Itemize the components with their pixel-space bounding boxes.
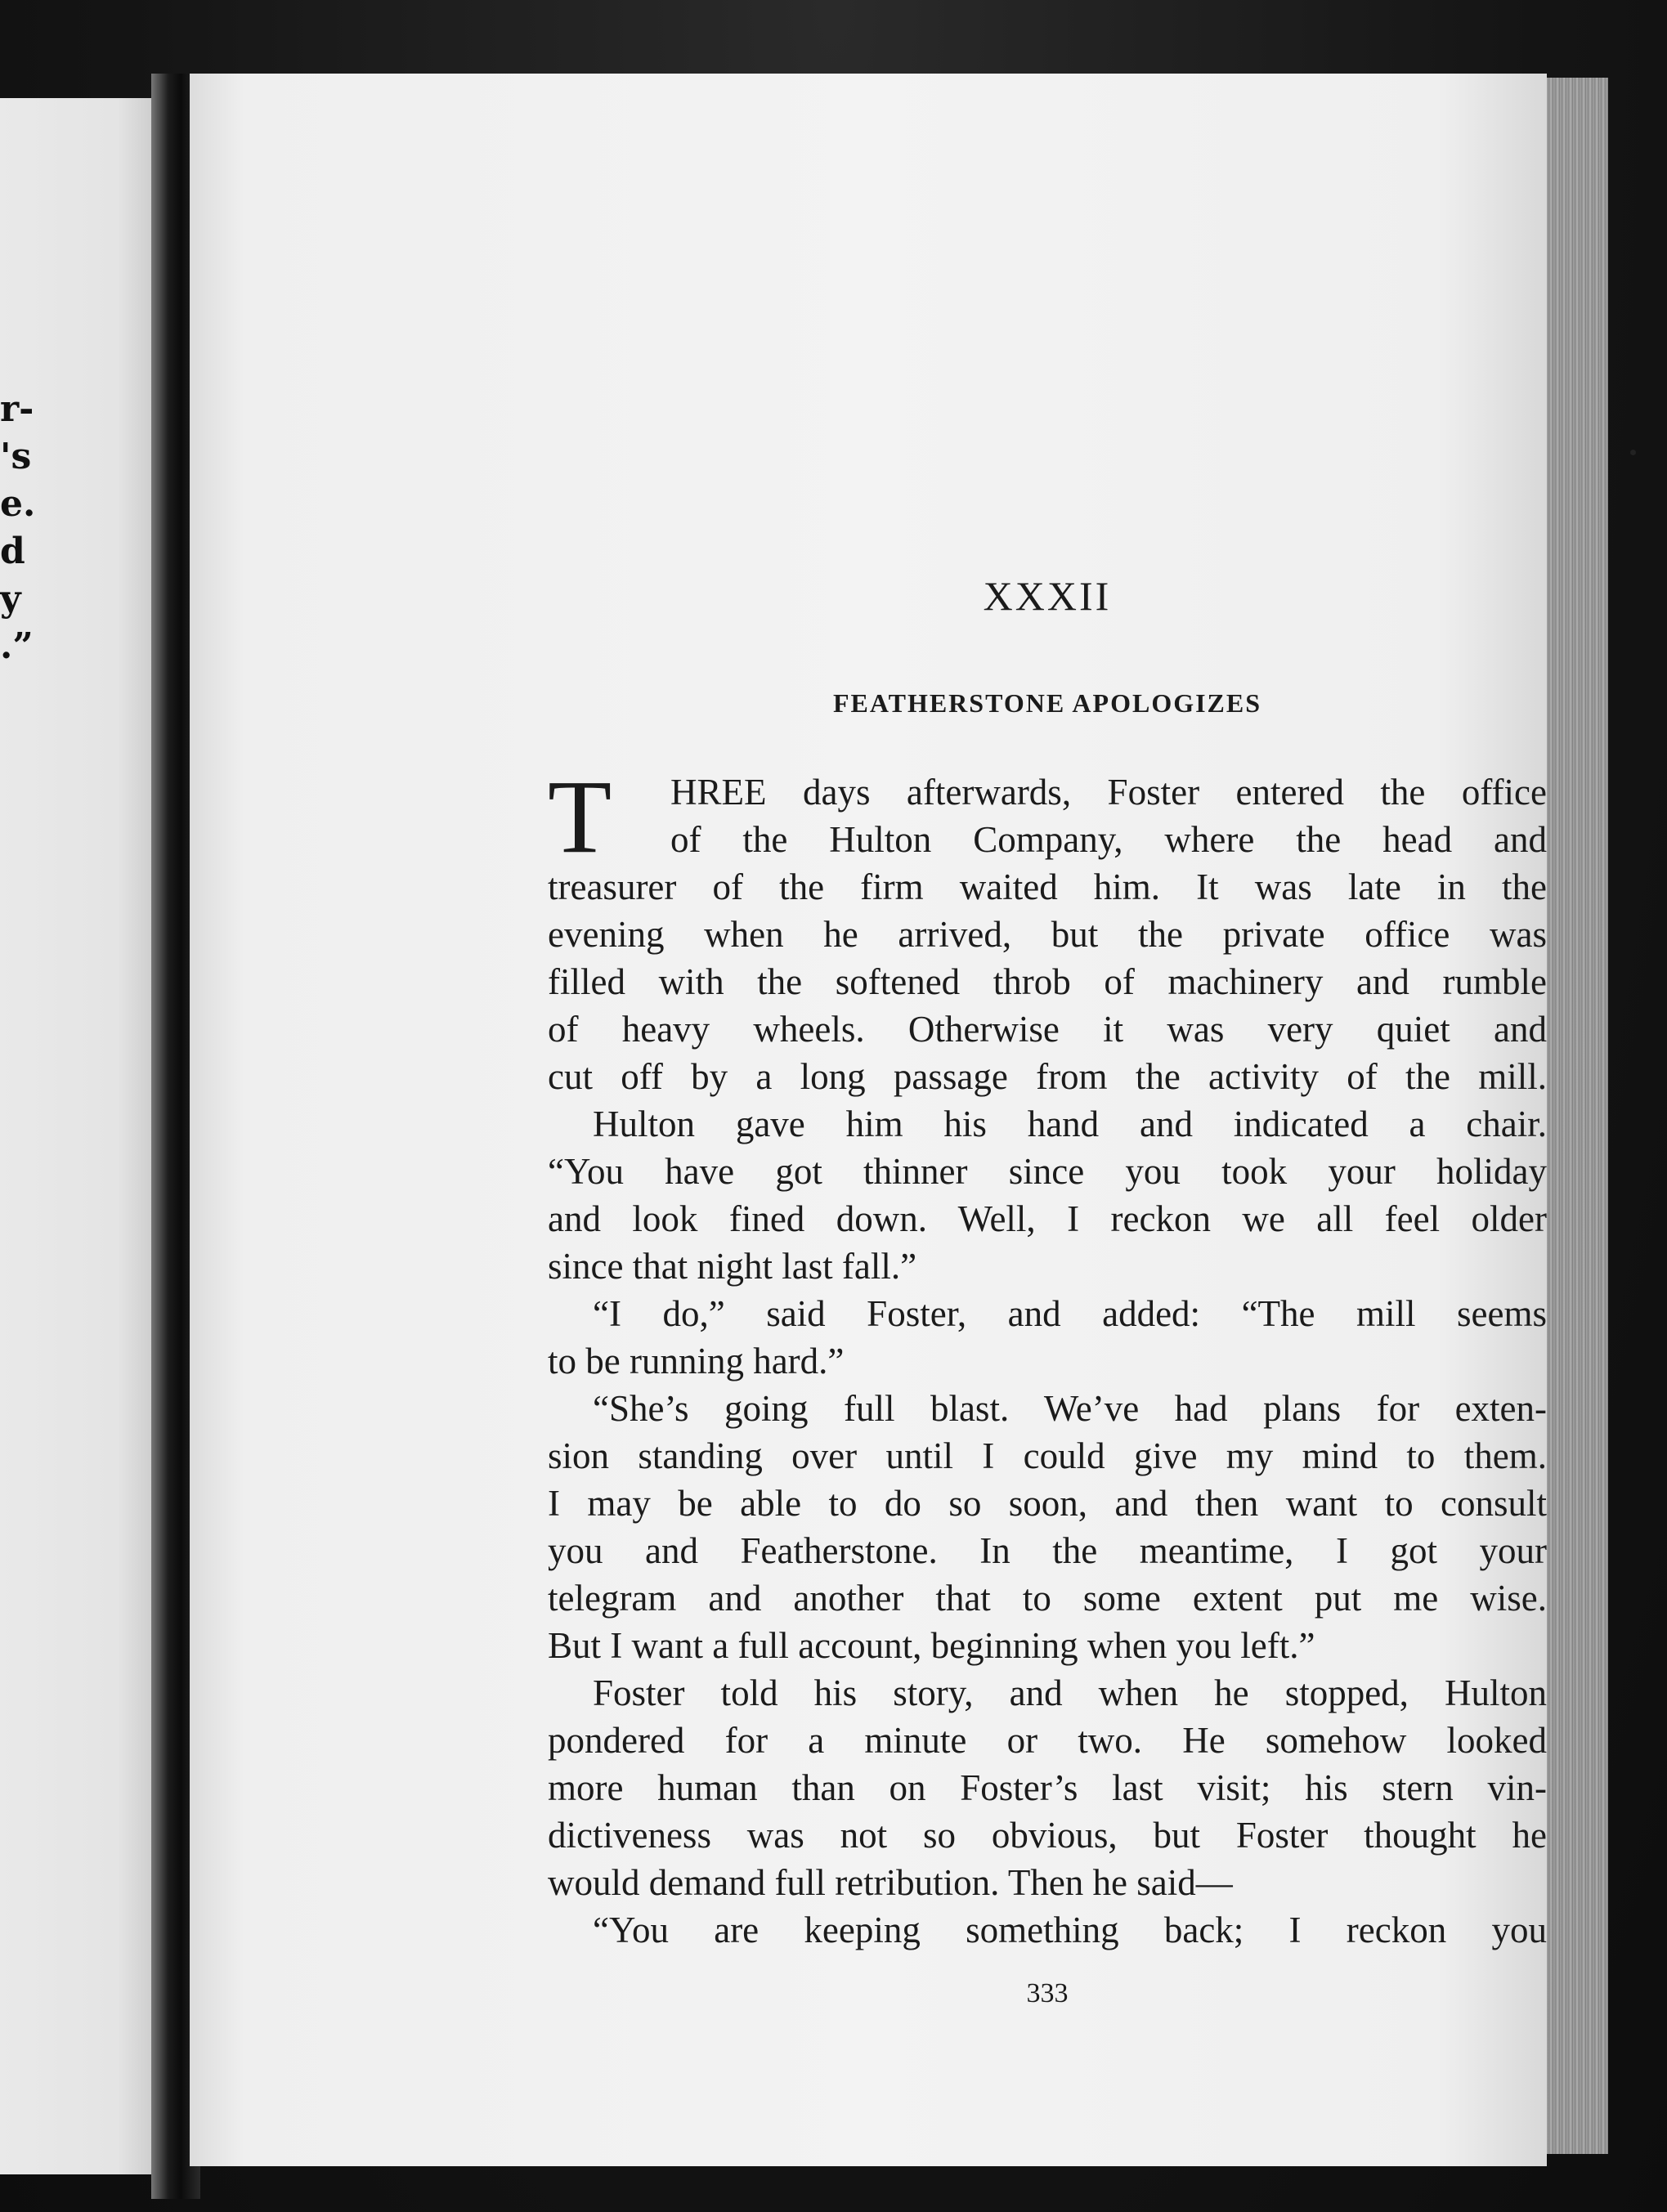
text-line: you and Featherstone. In the meantime, I got your bbox=[548, 1530, 1547, 1571]
text-line: Hulton gave him his hand and indicated a chair. bbox=[593, 1104, 1547, 1144]
left-fragment: r- bbox=[0, 388, 34, 430]
text-line: Foster told his story, and when he stopped, Hulton bbox=[593, 1672, 1547, 1713]
text-line: and look fined down. Well, I reckon we all feel older bbox=[548, 1198, 1547, 1239]
text-line: “You have got thinner since you took your holiday bbox=[548, 1151, 1547, 1192]
text-line: sion standing over until I could give my mind to them. bbox=[548, 1435, 1547, 1476]
left-page-text-fragments bbox=[0, 386, 36, 670]
text-line: “I do,” said Foster, and added: “The mill seems bbox=[593, 1293, 1547, 1334]
text-line: dictiveness was not so obvious, but Foster thought he bbox=[548, 1815, 1547, 1856]
book-page bbox=[190, 74, 1547, 2166]
left-facing-page bbox=[0, 98, 168, 2174]
text-line: telegram and another that to some extent put me wise. bbox=[548, 1578, 1547, 1619]
left-fragment: e. bbox=[0, 483, 36, 525]
text-line: HREE days afterwards, Foster entered the office bbox=[670, 772, 1547, 813]
chapter-number: XXXII bbox=[983, 573, 1112, 619]
page-stack-edge bbox=[1547, 78, 1608, 2154]
text-line: treasurer of the firm waited him. It was late in the bbox=[548, 866, 1547, 907]
text-line: filled with the softened throb of machinery and rumble bbox=[548, 961, 1547, 1002]
left-fragment: d bbox=[0, 531, 25, 572]
text-line: But I want a full account, beginning when you left.” bbox=[548, 1625, 1315, 1666]
text-line: “You are keeping something back; I reckon you bbox=[593, 1910, 1547, 1950]
text-line: since that night last fall.” bbox=[548, 1246, 917, 1287]
page-number: 333 bbox=[1026, 1978, 1069, 2008]
left-fragment: y bbox=[0, 578, 21, 620]
text-line: would demand full retribution. Then he said— bbox=[548, 1862, 1233, 1903]
text-line: evening when he arrived, but the private office was bbox=[548, 914, 1547, 955]
text-line: cut off by a long passage from the activity of the mill. bbox=[548, 1056, 1547, 1097]
text-line: of heavy wheels. Otherwise it was very quiet and bbox=[548, 1009, 1547, 1050]
text-line: more human than on Foster’s last visit; his stern vin- bbox=[548, 1767, 1547, 1808]
text-line: to be running hard.” bbox=[548, 1341, 845, 1381]
text-line: of the Hulton Company, where the head and bbox=[670, 819, 1547, 860]
text-line: “She’s going full blast. We’ve had plans for exten- bbox=[593, 1388, 1547, 1429]
text-line: pondered for a minute or two. He somehow looked bbox=[548, 1720, 1547, 1761]
text-line: I may be able to do so soon, and then want to consult bbox=[548, 1483, 1547, 1524]
left-fragment: 's bbox=[0, 436, 32, 477]
drop-cap: T bbox=[548, 759, 612, 875]
chapter-title: FEATHERSTONE APOLOGIZES bbox=[832, 688, 1262, 718]
left-fragment: .” bbox=[0, 625, 34, 667]
dust-speck bbox=[1630, 450, 1636, 455]
